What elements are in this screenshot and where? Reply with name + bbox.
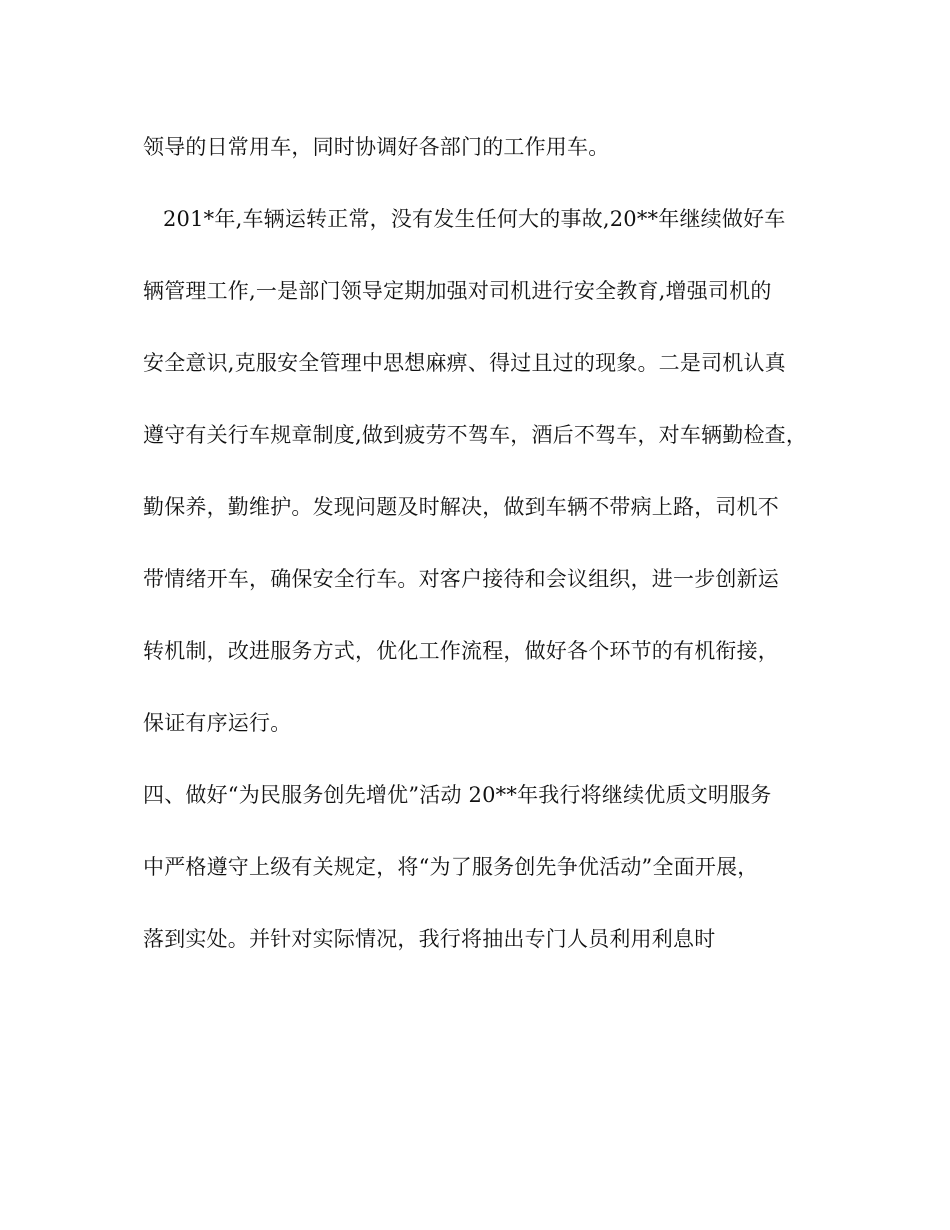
- paragraph-line: 201*年,车辆运转正常，没有发生任何大的事故,20**年继续做好车: [163, 207, 786, 231]
- paragraph-line: 勤保养，勤维护。发现问题及时解决，做到车辆不带病上路，司机不: [143, 495, 779, 519]
- paragraph-line: 落到实处。并针对实际情况，我行将抽出专门人员利用利息时: [143, 927, 716, 951]
- paragraph-line: 遵守有关行车规章制度,做到疲劳不驾车，酒后不驾车，对车辆勤检查，: [143, 423, 808, 447]
- paragraph-line: 辆管理工作,一是部门领导定期加强对司机进行安全教育,增强司机的: [143, 279, 772, 303]
- paragraph-line: 保证有序运行。: [143, 711, 292, 735]
- paragraph-line: 安全意识,克服安全管理中思想麻痹、得过且过的现象。二是司机认真: [143, 351, 786, 375]
- paragraph-line: 中严格遵守上级有关规定，将“为了服务创先争优活动”全面开展，: [143, 855, 759, 879]
- paragraph-line: 带情绪开车，确保安全行车。对客户接待和会议组织，进一步创新运: [143, 567, 779, 591]
- section-heading-line: 四、做好“为民服务创先增优”活动 20**年我行将继续优质文明服务: [143, 783, 772, 807]
- paragraph-line: 领导的日常用车，同时协调好各部门的工作用车。: [143, 135, 610, 159]
- paragraph-line: 转机制，改进服务方式，优化工作流程，做好各个环节的有机衔接，: [143, 639, 779, 663]
